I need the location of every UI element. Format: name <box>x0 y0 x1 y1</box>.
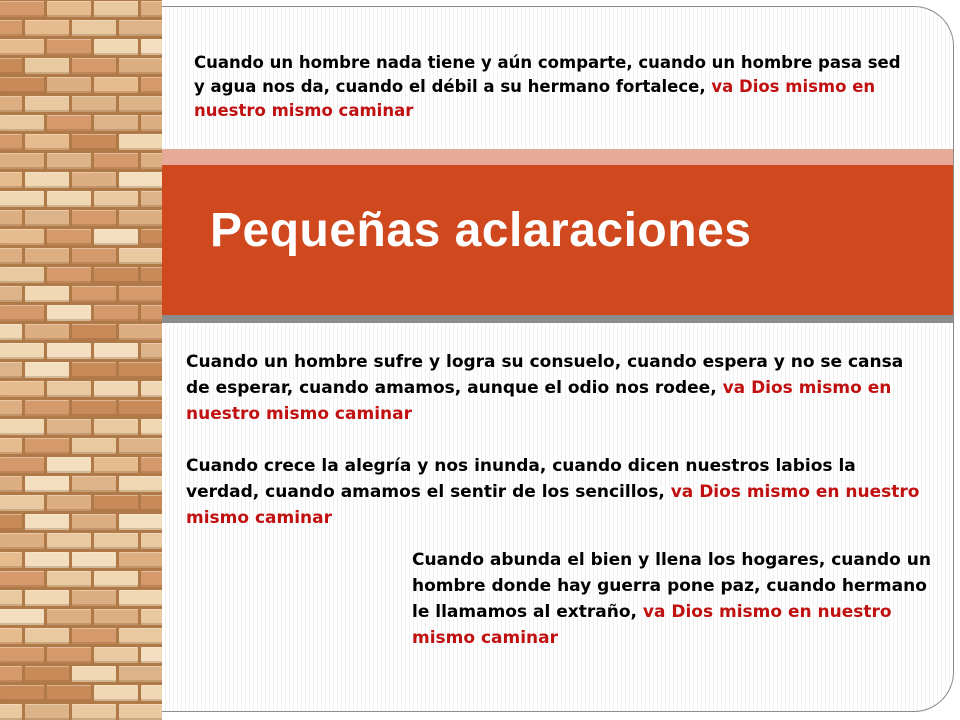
brick-row <box>0 172 162 191</box>
brick <box>94 419 138 435</box>
brick <box>0 267 44 283</box>
brick <box>94 229 138 245</box>
brick <box>25 96 69 112</box>
brick <box>0 58 22 74</box>
brick <box>0 476 22 492</box>
brick-row <box>0 286 162 305</box>
brick <box>47 191 91 207</box>
brick <box>25 286 69 302</box>
brick-row <box>0 153 162 172</box>
title-band <box>162 165 954 315</box>
brick <box>25 134 69 150</box>
brick <box>72 210 116 226</box>
brick <box>94 39 138 55</box>
brick <box>119 666 162 682</box>
brick <box>47 77 91 93</box>
brick <box>0 704 22 720</box>
brick <box>94 685 138 701</box>
brick <box>0 381 44 397</box>
brick <box>0 305 44 321</box>
brick <box>0 514 22 530</box>
brick <box>119 210 162 226</box>
brick <box>119 172 162 188</box>
brick <box>141 609 162 625</box>
brick-row <box>0 381 162 400</box>
brick <box>94 647 138 663</box>
brick <box>72 134 116 150</box>
brick <box>141 381 162 397</box>
title-band-top-stripe <box>162 149 954 165</box>
brick <box>72 172 116 188</box>
brick <box>47 343 91 359</box>
brick <box>119 438 162 454</box>
brick <box>119 96 162 112</box>
paragraph-2-emphasis: va Dios mismo en nuestro mismo caminar <box>186 482 920 528</box>
brick <box>0 571 44 587</box>
brick <box>72 58 116 74</box>
brick <box>47 229 91 245</box>
paragraph-1 <box>186 349 930 427</box>
brick <box>0 20 22 36</box>
brick <box>47 1 91 17</box>
paragraph-1-emphasis: va Dios mismo en nuestro mismo caminar <box>186 378 892 424</box>
brick <box>72 628 116 644</box>
brick <box>141 647 162 663</box>
brick-row <box>0 419 162 438</box>
top-quote <box>194 51 914 123</box>
brick-row <box>0 96 162 115</box>
top-quote-emphasis: va Dios mismo en nuestro mismo caminar <box>194 77 876 120</box>
brick <box>0 609 44 625</box>
brick-row <box>0 666 162 685</box>
brick <box>119 20 162 36</box>
brick <box>47 609 91 625</box>
brick <box>141 153 162 169</box>
brick <box>0 286 22 302</box>
brick-row <box>0 324 162 343</box>
brick <box>25 666 69 682</box>
brick <box>25 476 69 492</box>
brick <box>0 438 22 454</box>
brick <box>0 685 44 701</box>
brick <box>0 590 22 606</box>
brick-row <box>0 134 162 153</box>
brick <box>25 210 69 226</box>
brick <box>47 571 91 587</box>
brick <box>47 457 91 473</box>
brick-row <box>0 191 162 210</box>
brick <box>0 134 22 150</box>
brick <box>94 1 138 17</box>
brick <box>0 153 44 169</box>
brick <box>25 362 69 378</box>
brick <box>0 324 22 340</box>
brick-row <box>0 210 162 229</box>
brick <box>0 39 44 55</box>
brick <box>141 419 162 435</box>
brick <box>141 1 162 17</box>
brick <box>72 96 116 112</box>
paragraph-3-text: Cuando abunda el bien y llena los hogares, cuando un hombre donde hay guerra pone paz, cuando hermano le llamamos al extraño, <box>412 550 931 622</box>
brick-row <box>0 590 162 609</box>
brick <box>72 704 116 720</box>
brick <box>0 343 44 359</box>
brick <box>119 362 162 378</box>
brick <box>47 381 91 397</box>
brick <box>25 172 69 188</box>
brick <box>72 590 116 606</box>
brick <box>0 400 22 416</box>
brick <box>0 457 44 473</box>
brick <box>0 533 44 549</box>
brick <box>94 571 138 587</box>
brick <box>119 704 162 720</box>
brick <box>94 457 138 473</box>
brick <box>94 343 138 359</box>
brick-row <box>0 39 162 58</box>
brick <box>25 58 69 74</box>
paragraph-2 <box>186 453 930 531</box>
brick-row <box>0 77 162 96</box>
brick-row <box>0 628 162 647</box>
brick-row <box>0 115 162 134</box>
brick <box>47 495 91 511</box>
brick <box>141 115 162 131</box>
brick-row <box>0 1 162 20</box>
brick-row <box>0 400 162 419</box>
brick <box>0 362 22 378</box>
brick <box>141 305 162 321</box>
title-band-bottom-stripe <box>162 315 954 323</box>
brick <box>94 153 138 169</box>
brick <box>94 267 138 283</box>
brick-row <box>0 229 162 248</box>
brick <box>94 305 138 321</box>
brick-wall-decoration <box>0 0 162 720</box>
brick <box>141 191 162 207</box>
brick <box>72 362 116 378</box>
brick-row <box>0 685 162 704</box>
brick <box>72 438 116 454</box>
brick <box>119 58 162 74</box>
brick <box>47 419 91 435</box>
brick <box>25 20 69 36</box>
paragraph-3 <box>412 547 947 651</box>
brick <box>141 229 162 245</box>
slide-card <box>162 6 954 712</box>
brick <box>0 210 22 226</box>
brick-row <box>0 514 162 533</box>
brick <box>0 115 44 131</box>
brick-row <box>0 495 162 514</box>
paragraph-1-text: Cuando un hombre sufre y logra su consuelo, cuando espera y no se cansa de esperar, cuando amamos, aunque el odio nos rodee, <box>186 352 904 398</box>
brick <box>119 590 162 606</box>
brick <box>0 191 44 207</box>
brick <box>119 476 162 492</box>
brick <box>141 343 162 359</box>
slide-title: Pequeñas aclaraciones <box>210 204 752 257</box>
brick <box>47 305 91 321</box>
brick <box>0 647 44 663</box>
brick <box>25 400 69 416</box>
paragraph-2-text: Cuando crece la alegría y nos inunda, cuando dicen nuestros labios la verdad, cuando amamos el sentir de los sencillos, <box>186 456 856 502</box>
brick-row <box>0 58 162 77</box>
brick-row <box>0 248 162 267</box>
brick <box>25 552 69 568</box>
brick-row <box>0 362 162 381</box>
brick <box>141 685 162 701</box>
brick <box>141 77 162 93</box>
brick-row <box>0 267 162 286</box>
brick <box>72 400 116 416</box>
brick-row <box>0 438 162 457</box>
brick <box>0 552 22 568</box>
brick-row <box>0 647 162 666</box>
brick <box>25 704 69 720</box>
brick <box>119 514 162 530</box>
brick <box>119 134 162 150</box>
brick <box>94 609 138 625</box>
paragraph-3-emphasis: va Dios mismo en nuestro mismo caminar <box>412 602 892 648</box>
brick-row <box>0 343 162 362</box>
brick <box>94 191 138 207</box>
brick <box>119 248 162 264</box>
brick <box>25 628 69 644</box>
brick <box>94 115 138 131</box>
brick <box>119 324 162 340</box>
brick <box>0 248 22 264</box>
brick <box>47 153 91 169</box>
brick <box>72 248 116 264</box>
brick <box>119 286 162 302</box>
brick <box>47 39 91 55</box>
brick <box>119 552 162 568</box>
brick <box>94 533 138 549</box>
brick <box>141 571 162 587</box>
brick-row <box>0 571 162 590</box>
brick <box>94 381 138 397</box>
brick <box>72 666 116 682</box>
brick <box>0 1 44 17</box>
brick <box>47 533 91 549</box>
brick <box>72 20 116 36</box>
brick <box>0 172 22 188</box>
brick-row <box>0 609 162 628</box>
brick-row <box>0 305 162 324</box>
brick <box>0 229 44 245</box>
brick <box>25 248 69 264</box>
brick <box>0 666 22 682</box>
brick <box>47 115 91 131</box>
brick-row <box>0 704 162 720</box>
brick <box>94 495 138 511</box>
brick <box>0 96 22 112</box>
brick <box>47 267 91 283</box>
brick <box>72 324 116 340</box>
brick <box>72 514 116 530</box>
brick-row <box>0 476 162 495</box>
brick <box>141 267 162 283</box>
brick <box>0 495 44 511</box>
brick <box>141 457 162 473</box>
brick <box>0 628 22 644</box>
brick <box>25 514 69 530</box>
brick <box>72 476 116 492</box>
brick <box>141 533 162 549</box>
top-quote-text: Cuando un hombre nada tiene y aún comparte, cuando un hombre pasa sed y agua nos da, cuando el débil a su hermano fortalece, <box>194 53 901 96</box>
brick <box>47 685 91 701</box>
brick <box>25 590 69 606</box>
brick <box>94 77 138 93</box>
brick-row <box>0 552 162 571</box>
brick <box>141 39 162 55</box>
brick <box>0 77 44 93</box>
brick <box>119 400 162 416</box>
brick <box>119 628 162 644</box>
brick-row <box>0 533 162 552</box>
brick-row <box>0 457 162 476</box>
brick <box>47 647 91 663</box>
brick <box>0 419 44 435</box>
brick <box>141 495 162 511</box>
brick <box>25 324 69 340</box>
brick <box>25 438 69 454</box>
brick <box>72 286 116 302</box>
brick-row <box>0 20 162 39</box>
brick <box>72 552 116 568</box>
